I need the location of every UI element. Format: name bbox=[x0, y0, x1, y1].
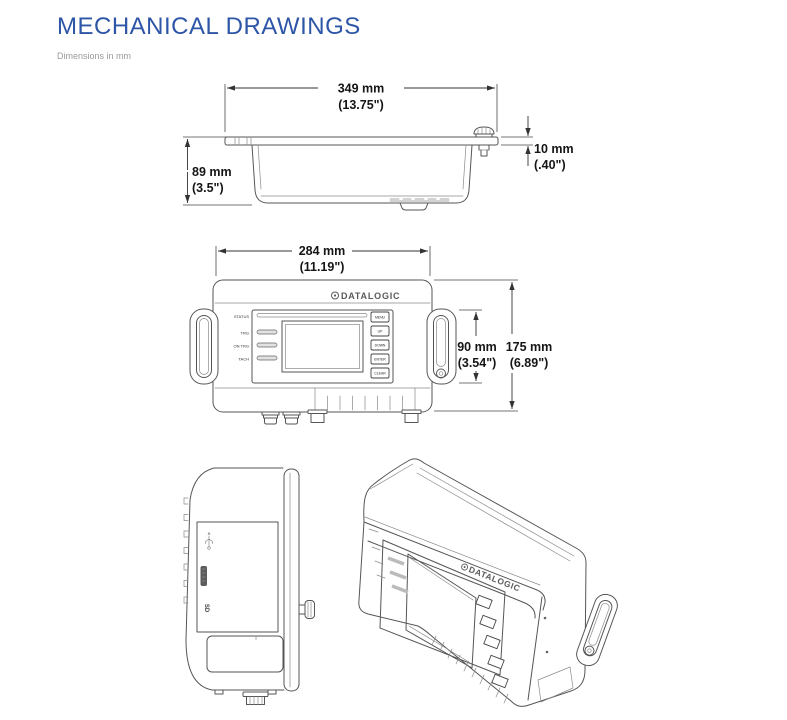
dim-10-in: (.40") bbox=[534, 158, 566, 172]
dimensions-note: Dimensions in mm bbox=[57, 51, 132, 61]
iso-lower-cover bbox=[538, 667, 573, 702]
dimension-bracket-90 bbox=[457, 310, 497, 383]
iso-led-bars bbox=[388, 558, 408, 592]
logo-text: DATALOGIC bbox=[341, 291, 401, 301]
foot bbox=[268, 690, 276, 694]
dim-284-mm: 284 mm bbox=[298, 244, 346, 258]
iso-front-top-edge bbox=[364, 522, 545, 610]
isometric-view-drawing bbox=[359, 459, 621, 707]
led-bar bbox=[257, 356, 277, 360]
iso-silhouette bbox=[359, 459, 586, 707]
front-view-drawing bbox=[190, 244, 552, 424]
enter-button-label: ENTER bbox=[374, 357, 386, 362]
bottom-connector bbox=[402, 410, 421, 423]
dim-175-mm: 175 mm bbox=[505, 340, 553, 354]
datalogic-logo bbox=[332, 291, 401, 301]
iso-side-dot bbox=[546, 651, 549, 654]
side-view-drawing bbox=[184, 468, 315, 705]
led-label-status: STATUS bbox=[233, 314, 249, 319]
iso-display bbox=[406, 554, 476, 668]
down-button-label: DOWN bbox=[374, 343, 386, 348]
top-view-drawing bbox=[183, 82, 574, 211]
led-label-tach: TACH bbox=[238, 356, 249, 362]
dim-90-mm: 90 mm bbox=[457, 340, 497, 354]
dimension-width-349 bbox=[225, 82, 497, 133]
lower-cover bbox=[207, 636, 283, 672]
dimension-thickness-10 bbox=[501, 116, 574, 172]
mounting-flange bbox=[225, 137, 498, 145]
menu-button-label: MENU bbox=[375, 315, 385, 320]
bottom-label-marks bbox=[390, 199, 449, 201]
mounting-bracket-right bbox=[427, 309, 456, 384]
mounting-plate-edge bbox=[284, 469, 299, 691]
cable-gland bbox=[262, 412, 279, 424]
enclosure-inner-lines bbox=[258, 145, 466, 196]
led-label-trg: TRG bbox=[240, 330, 249, 336]
dim-349-in: (13.75") bbox=[338, 98, 384, 112]
dim-349-mm: 349 mm bbox=[337, 81, 385, 96]
sd-label: SD bbox=[203, 603, 209, 613]
iso-logo-text: DATALOGIC bbox=[467, 564, 522, 594]
usb-icon bbox=[206, 532, 213, 549]
dim-284-in: (11.19") bbox=[299, 260, 345, 274]
bottom-boss bbox=[400, 203, 428, 210]
enclosure-body bbox=[252, 145, 472, 203]
keypad bbox=[371, 312, 389, 378]
foot bbox=[215, 690, 223, 694]
clear-button-label: CLEAR bbox=[374, 371, 386, 376]
dim-175-in: (6.89") bbox=[509, 356, 549, 370]
dim-89-in: (3.5") bbox=[192, 181, 224, 195]
dim-90-in: (3.54") bbox=[457, 356, 497, 370]
dim-10-mm: 10 mm bbox=[534, 142, 574, 156]
iso-side-dot bbox=[544, 617, 547, 620]
led-bar bbox=[257, 343, 277, 347]
side-bottom-connector bbox=[243, 692, 268, 705]
dim-89-mm: 89 mm bbox=[192, 165, 232, 179]
iso-keypad bbox=[476, 595, 508, 687]
led-label-on-trg: ON TRG bbox=[233, 343, 249, 349]
page-title: MECHANICAL DRAWINGS bbox=[57, 13, 361, 40]
up-button-label: UP bbox=[377, 329, 383, 334]
dimension-width-284 bbox=[216, 244, 430, 276]
dimension-height-89 bbox=[183, 137, 252, 205]
cable-gland bbox=[283, 412, 300, 424]
mounting-bracket-left bbox=[190, 309, 218, 384]
side-thumbscrew bbox=[299, 601, 315, 619]
led-bar bbox=[257, 330, 277, 334]
bottom-connector bbox=[308, 410, 327, 423]
iso-mounting-bracket bbox=[574, 591, 621, 668]
